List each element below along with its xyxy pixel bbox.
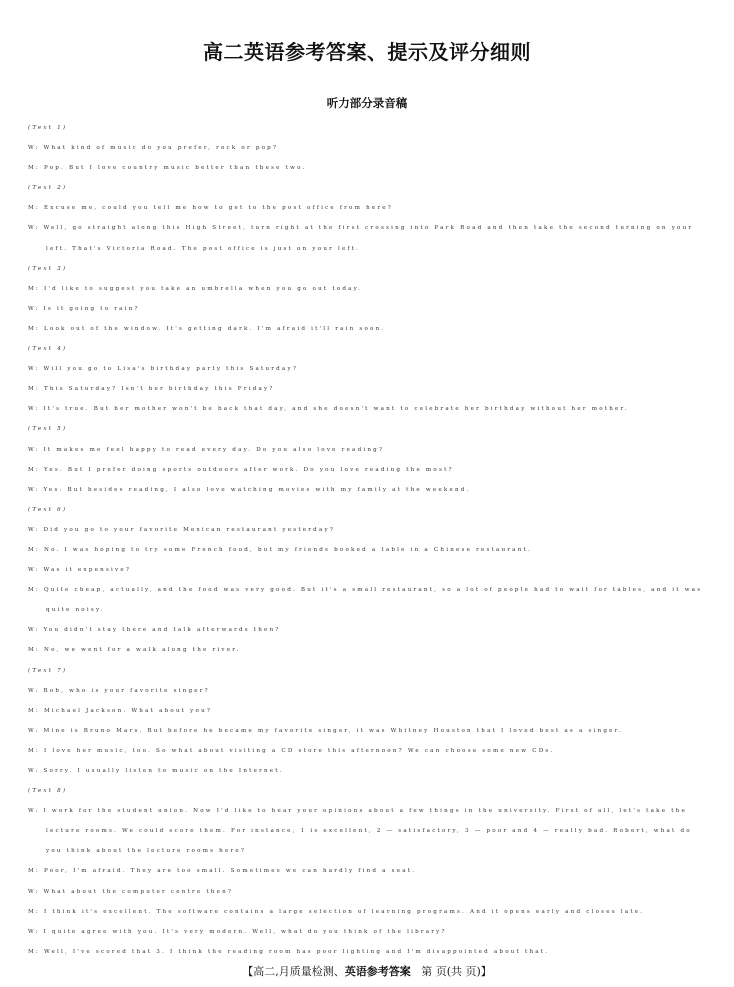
dialogue-line: W: Is it going to rain? [28, 305, 140, 312]
footer-exam: 月质量检测 [278, 965, 334, 978]
dialogue-line: W: Well, go straight along this High Street, turn right at the first crossing into Park Road and then take the second turning on your [28, 225, 694, 232]
dialogue-line: W: I quite agree with you. It's very modern. Well, what do you think of the library? [28, 928, 447, 935]
document-title: 高二英语参考答案、提示及评分细则 [203, 40, 531, 64]
dialogue-line: M: Quite cheap, actually, and the food was very good. But it's a small restaurant, so a lot of people had to wait for tables, and it was [28, 587, 703, 594]
transcript [28, 118, 708, 962]
dialogue-line: M: I think it's excellent. The software contains a large selection of learning programs. And it opens early and closes late. [28, 908, 645, 915]
dialogue-line: M: Yes. But I prefer doing sports outdoors after work. Do you love reading the most? [28, 466, 454, 473]
dialogue-line: W: Bob, who is your favorite singer? [28, 687, 210, 694]
dialogue-line: W: Did you go to your favorite Mexican restaurant yesterday? [28, 526, 336, 533]
footer-open-bracket: 【 [242, 965, 254, 978]
dialogue-line: M: Poor, I'm afraid. They are too small. Sometimes we can hardly find a seat. [28, 868, 417, 875]
dialogue-line: W: Will you go to Lisa's birthday party this Saturday? [28, 366, 299, 373]
footer-page-a: 第 [421, 965, 433, 978]
dialogue-line: W: What about the computer centre then? [28, 888, 234, 895]
text-marker: (Text 8) [28, 788, 68, 795]
dialogue-line: M: I'd like to suggest you take an umbrella when you go out today. [28, 285, 363, 292]
text-marker: (Text 1) [28, 125, 68, 131]
dialogue-line: W: It's true. But her mother won't be back that day, and she doesn't want to celebrate her birthday without her mother. [28, 406, 629, 413]
dialogue-line: M: Look out of the window. It's getting dark. I'm afraid it'll rain soon. [28, 325, 386, 332]
dialogue-line: M: Well, I've scored that 3. I think the reading room has poor lighting and I'm disappointed about that. [28, 948, 550, 955]
dialogue-line: W: I work for the student union. Now I'd like to hear your opinions about a few things in the university. First of all, let's take the [28, 808, 687, 815]
text-marker: (Text 5) [28, 426, 68, 433]
footer-subject: 英语参考答案 [344, 965, 411, 978]
text-marker: (Text 4) [28, 346, 68, 353]
footer-close-bracket: 】 [480, 965, 492, 978]
dialogue-line: you think about the lecture rooms here? [46, 848, 247, 855]
text-marker: (Text 2) [28, 185, 68, 192]
dialogue-line: W: It makes me feel happy to read every day. Do you also love reading? [28, 446, 385, 453]
text-marker: (Text 7) [28, 667, 68, 674]
dialogue-line: W: Mine is Bruno Mars. But before he became my favorite singer, it was Whitney Houston that I loved best as a singer. [28, 727, 623, 734]
footer-grade: 高二 [253, 965, 276, 978]
dialogue-line: lecture rooms. We could score them. For instance, 1 is excellent, 2 — satisfactory, 3 — poor and 4 — really bad. Robert, what do [46, 828, 692, 835]
dialogue-line: M: This Saturday? Isn't her birthday this Friday? [28, 386, 275, 393]
text-marker: (Text 6) [28, 506, 68, 513]
dialogue-line: M: No, we went for a walk along the river. [28, 647, 241, 654]
dialogue-line: W: Sorry. I usually listen to music on the Internet. [28, 768, 284, 774]
dialogue-line: W: You didn't stay there and talk afterwards then? [28, 627, 281, 634]
dialogue-line: M: Pop. But I love country music better than these two. [28, 165, 307, 172]
section-heading: 听力部分录音稿 [326, 96, 408, 110]
footer-page-c: 页) [465, 965, 481, 978]
text-marker: (Text 3) [28, 265, 68, 272]
page-footer: 【高二,月质量检测、英语参考答案 第 页(共 页)】 [242, 965, 492, 978]
footer-page-b: 页(共 [435, 965, 462, 978]
dialogue-line: M: No. I was hoping to try some French food, but my friends booked a table in a Chinese restaurant. [28, 546, 532, 553]
dialogue-line: left. That's Victoria Road. The post office is just on your left. [46, 245, 361, 252]
dialogue-line: M: I love her music, too. So what about visiting a CD store this afternoon? We can choose some new CDs. [28, 747, 555, 754]
dialogue-line: M: Michael Jackson. What about you? [28, 707, 213, 714]
dialogue-line: W: Was it expensive? [28, 567, 132, 574]
dialogue-line: W: What kind of music do you prefer, rock or pop? [28, 145, 279, 152]
dialogue-line: quite noisy. [46, 607, 105, 614]
dialogue-line: M: Excuse me, could you tell me how to get to the post office from here? [28, 205, 393, 212]
dialogue-line: W: Yes. But besides reading, I also love watching movies with my family at the weekend. [28, 486, 471, 493]
